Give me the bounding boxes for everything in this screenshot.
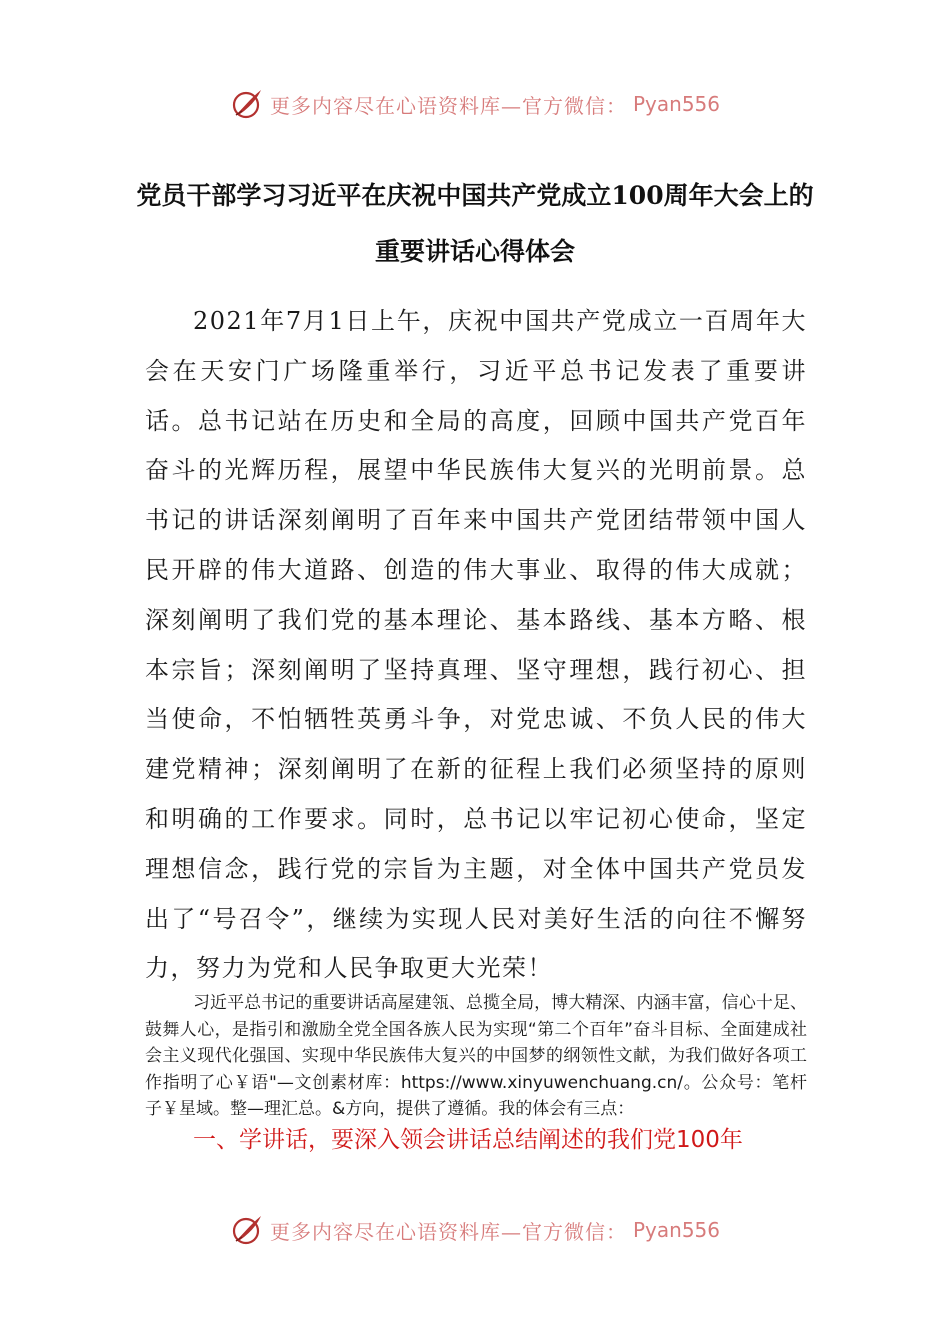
watermark-handle: Pyan556 <box>632 92 720 116</box>
header-watermark <box>0 84 950 124</box>
watermark-text: 更多内容尽在心语资料库—官方微信： <box>269 1219 627 1244</box>
document-title: 党员干部学习习近平在庆祝中国共产党成立100周年大会上的重要讲话心得体会 <box>136 181 814 266</box>
section-heading-1: 一、学讲话，要深入领会讲话总结阐述的我们党100年 <box>193 1127 743 1153</box>
quill-pen-logo-icon <box>230 1213 264 1247</box>
watermark-text: 更多内容尽在心语资料库—官方微信： <box>269 93 627 118</box>
footer-watermark <box>0 1210 950 1250</box>
paragraph-intro: 2021年7月1日上午，庆祝中国共产党成立一百周年大会在天安门广场隆重举行，习近平总书记发表了重要讲话。总书记站在历史和全局的高度，回顾中国共产党百年奋斗的光辉历程，展望中华民族伟大复兴的光明前景。总书记的讲话深刻阐明了百年来中国共产党团结带领中国人民开辟的伟大道路、创造的伟大事业、取得的伟大成就；深刻阐明了我们党的基本理论、基本路线、基本方略、根本宗旨；深刻阐明了坚持真理、坚守理想，践行初心、担当使命，不怕牺牲英勇斗争，对党忠诚、不负人民的伟大建党精神；深刻阐明了在新的征程上我们必须坚持的原则和明确的工作要求。同时，总书记以牢记初心使命，坚定理想信念，践行党的宗旨为主题，对全体中国共产党员发出了“号召令”，继续为实现人民对美好生活的向往不懈努力，努力为党和人民争取更大光荣！ <box>145 307 807 983</box>
watermark-handle: Pyan556 <box>632 1218 720 1242</box>
paragraph-summary: 习近平总书记的重要讲话高屋建瓴、总揽全局，博大精深、内涵丰富，信心十足、鼓舞人心，是指引和激励全党全国各族人民为实现“第二个百年”奋斗目标、全面建成社会主义现代化强国、实现中华民族伟大复兴的中国梦的纲领性文献，为我们做好各项工作指明了心￥语"—文创素材库：https://www.xinyuwenchuang.cn/。公众号：笔杆子￥星域。整—理汇总。&方向，提供了遵循。我的体会有三点： <box>145 993 807 1119</box>
quill-pen-logo-icon <box>230 87 264 121</box>
